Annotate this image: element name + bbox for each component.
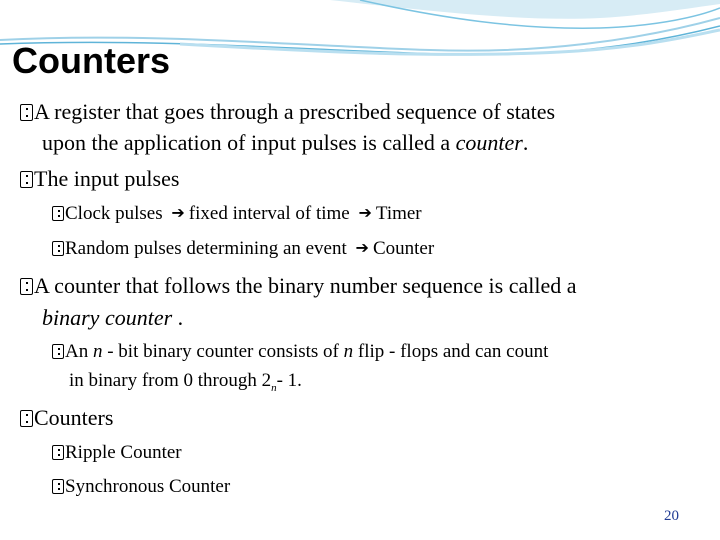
bullet-marker-icon	[20, 171, 33, 188]
bullet-marker-icon	[20, 410, 33, 427]
slide-title: Counters	[12, 40, 171, 81]
right-arrow-icon: ➔	[358, 205, 372, 222]
subbullet-n-bit-counter: An n - bit binary counter consists of n flip - flops and can count	[52, 338, 548, 366]
bullet-register-definition: A register that goes through a prescribed sequence of states	[20, 96, 555, 128]
subbullet-random-pulses: Random pulses determining an event ➔ Counter	[52, 235, 434, 263]
bullet-input-pulses: The input pulses	[20, 163, 179, 195]
bullet-binary-counter-cont: binary counter .	[42, 305, 184, 330]
bullet-binary-counter: A counter that follows the binary number sequence is called a	[20, 270, 577, 302]
bullet-marker-icon	[52, 206, 64, 221]
bullet-marker-icon	[20, 104, 33, 121]
bullet-marker-icon	[52, 241, 64, 256]
subbullet-n-bit-counter-cont: in binary from 0 through $2_n-$ 1.	[69, 370, 302, 394]
bullet-register-definition-cont: upon the application of input pulses is called a counter.	[42, 130, 529, 155]
subbullet-ripple-counter: Ripple Counter	[52, 439, 182, 467]
subbullet-synchronous-counter: Synchronous Counter	[52, 473, 230, 501]
right-arrow-icon: ➔	[171, 205, 185, 222]
bullet-counters: Counters	[20, 402, 113, 434]
page-number: 20	[664, 508, 679, 524]
subbullet-clock-pulses: Clock pulses ➔ fixed interval of time ➔ Timer	[52, 200, 422, 228]
bullet-marker-icon	[52, 479, 64, 494]
bullet-marker-icon	[52, 344, 64, 359]
bullet-marker-icon	[20, 278, 33, 295]
right-arrow-icon: ➔	[355, 240, 369, 257]
bullet-marker-icon	[52, 445, 64, 460]
